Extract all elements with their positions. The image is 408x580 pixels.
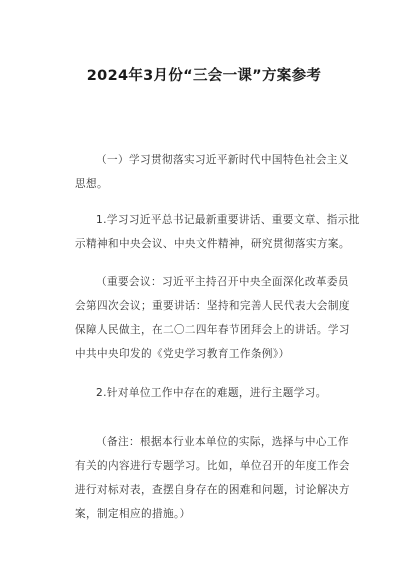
text-line: 1.学习习近平总书记最新重要讲话、重要文章、指示批 [96, 214, 360, 226]
document-title: 2024年3月份“三会一课”方案参考 [86, 68, 322, 84]
paragraph-item-1 [75, 208, 360, 256]
paragraph-item-2 [75, 381, 337, 405]
paragraph-important-meetings [75, 270, 350, 366]
text-line: （一）学习贯彻落实习近平新时代中国特色社会主义 [96, 154, 349, 166]
text-line: （重要会议：习近平主持召开中央全面深化改革委员 [96, 276, 349, 288]
text-line: 示精神和中央会议、中央文件精神，研究贯彻落实方案。 [75, 238, 350, 250]
text-line: 中共中央印发的《党史学习教育工作条例》） [75, 348, 290, 360]
text-line: （备注：根据本行业本单位的实际，选择与中心工作 [96, 436, 349, 448]
text-line: 进行对标对表，查摆自身存在的困难和问题，讨论解决方 [75, 484, 350, 496]
text-line: 思想。 [75, 178, 108, 190]
paragraph-study-thought [75, 148, 349, 196]
text-line: 保障人民做主，在二〇二四年春节团拜会上的讲话。学习 [75, 324, 350, 336]
text-line: 2.针对单位工作中存在的难题，进行主题学习。 [96, 387, 327, 399]
paragraph-note [75, 430, 350, 526]
text-line: 案，制定相应的措施。） [75, 508, 191, 520]
text-line: 会第四次会议；重要讲话：坚持和完善人民代表大会制度 [75, 300, 350, 312]
text-line: 有关的内容进行专题学习。比如，单位召开的年度工作会 [75, 460, 350, 472]
